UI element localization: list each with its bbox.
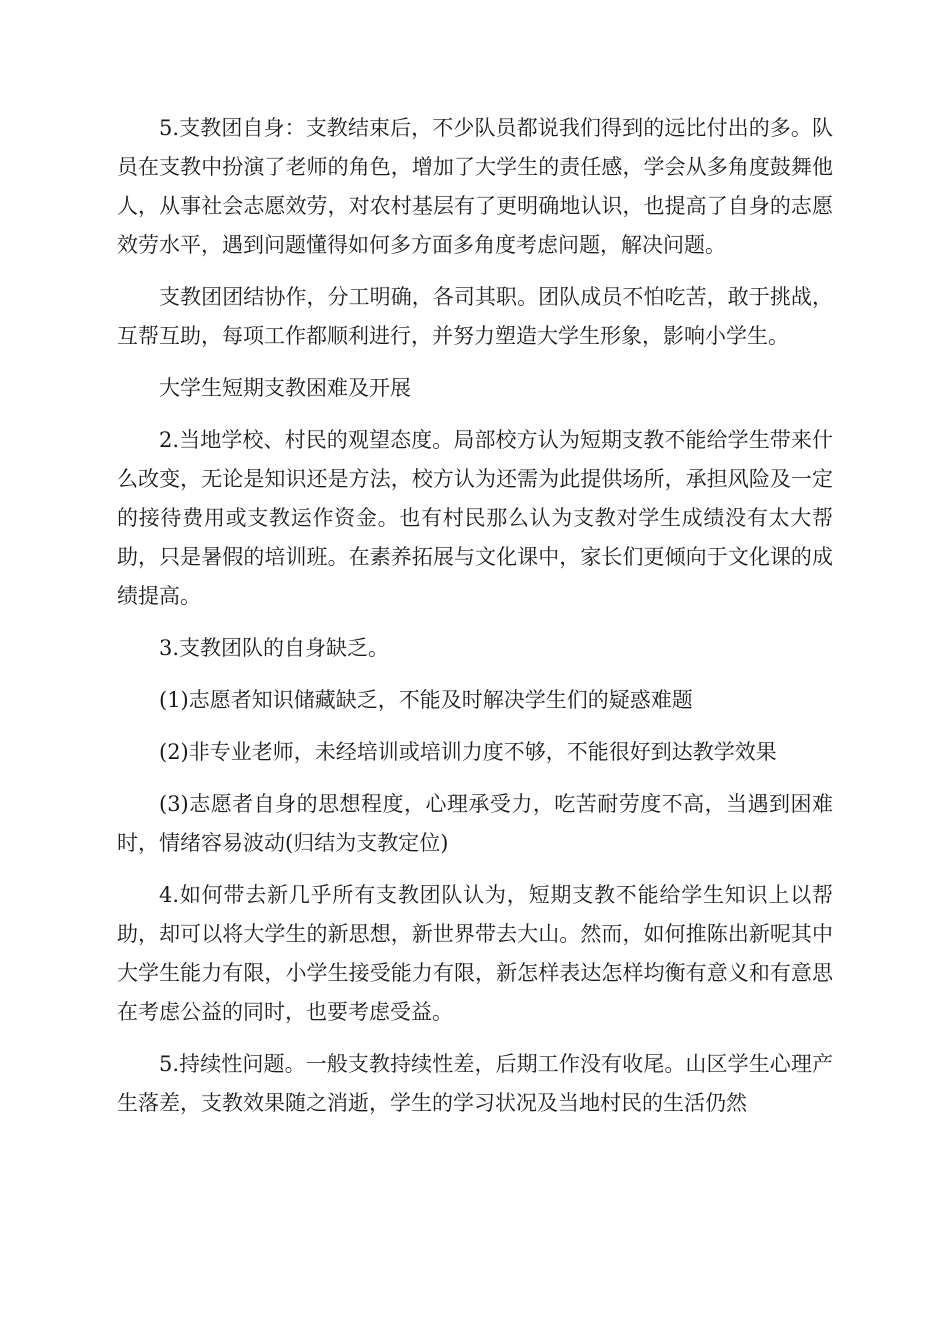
paragraph-team-shortcomings: 3.支教团队的自身缺乏。 — [159, 636, 390, 660]
section-heading-difficulties: 大学生短期支教困难及开展 — [159, 376, 411, 400]
list-item-training: (2)非专业老师，未经培训或培训力度不够，不能很好到达教学效果 — [159, 740, 777, 764]
paragraph-local-attitude: 2.当地学校、村民的观望态度。局部校方认为短期支教不能给学生带来什么改变，无论是知识还是方法，校方认为还需为此提供场所，承担风险及一定的接待费用或支教运作资金。也有村民那么认为支教对学生成绩没有太大帮助，只是暑假的培训班。在素养拓展与文化课中，家长们更倾向于文化课的成绩提高。 — [117, 428, 833, 608]
list-item-knowledge: (1)志愿者知识储藏缺乏，不能及时解决学生们的疑惑难题 — [159, 688, 693, 712]
list-item-mindset: (3)志愿者自身的思想程度，心理承受力，吃苦耐劳度不高，当遇到困难时，情绪容易波动(归结为支教定位) — [117, 792, 833, 855]
paragraph-team-self-gains: 5.支教团自身：支教结束后，不少队员都说我们得到的远比付出的多。队员在支教中扮演了老师的角色，增加了大学生的责任感，学会从多角度鼓舞他人，从事社会志愿效劳，对农村基层有了更明确地认识，也提高了自身的志愿效劳水平，遇到问题懂得如何多方面多角度考虑问题，解决问题。 — [117, 116, 833, 257]
paragraph-team-cooperation: 支教团团结协作，分工明确，各司其职。团队成员不怕吃苦，敢于挑战，互帮互助，每项工作都顺利进行，并努力塑造大学生形象，影响小学生。 — [117, 285, 833, 348]
paragraph-sustainability: 5.持续性问题。一般支教持续性差，后期工作没有收尾。山区学生心理产生落差，支教效果随之消逝，学生的学习状况及当地村民的生活仍然 — [117, 1052, 833, 1115]
paragraph-bringing-new-ideas: 4.如何带去新几乎所有支教团队认为，短期支教不能给学生知识上以帮助，却可以将大学生的新思想，新世界带去大山。然而，如何推陈出新呢其中大学生能力有限，小学生接受能力有限，新怎样表达怎样均衡有意义和有意思在考虑公益的同时，也要考虑受益。 — [117, 883, 833, 1024]
document-body — [117, 109, 833, 1136]
